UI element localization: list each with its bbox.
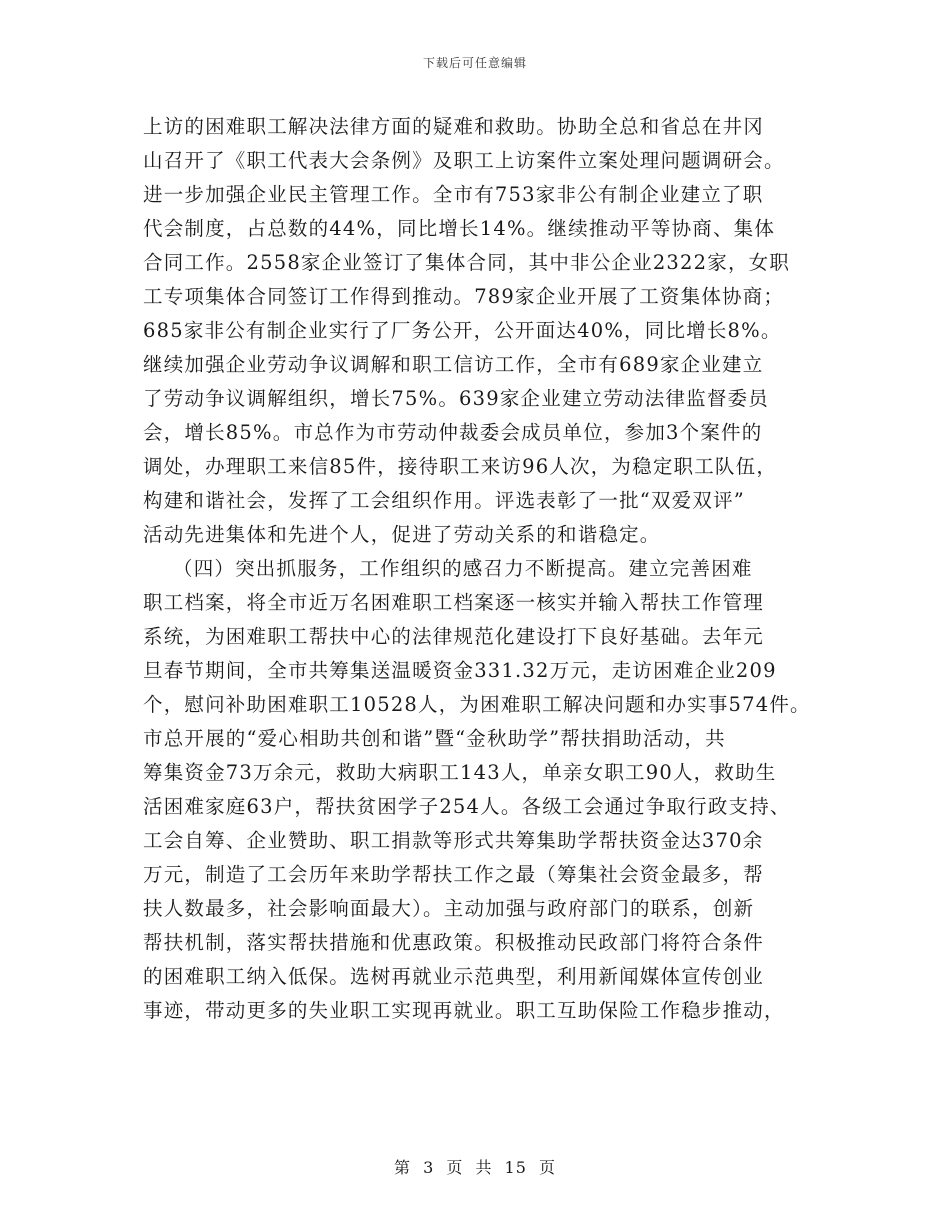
text-line: 会，增长85%。市总作为市劳动仲裁委会成员单位，参加3个案件的 bbox=[143, 421, 763, 444]
text-line: 了劳动争议调解组织，增长75%。639家企业建立劳动法律监督委员 bbox=[143, 387, 769, 410]
text-line: 活困难家庭63户，帮扶贫困学子254人。各级工会通过争取行政支持、 bbox=[143, 795, 791, 818]
text-line: 职工档案，将全市近万名困难职工档案逐一核实并输入帮扶工作管理 bbox=[143, 591, 765, 614]
text-line: 上访的困难职工解决法律方面的疑难和救助。协助全总和省总在井冈 bbox=[143, 115, 765, 138]
text-line: 帮扶机制，落实帮扶措施和优惠政策。积极推动民政部门将符合条件 bbox=[143, 931, 765, 954]
text-line: 进一步加强企业民主管理工作。全市有753家非公有制企业建立了职 bbox=[143, 183, 764, 206]
text-line: 合同工作。2558家企业签订了集体合同，其中非公企业2322家，女职 bbox=[143, 251, 791, 274]
text-line: 事迹，带动更多的失业职工实现再就业。职工互助保险工作稳步推动， bbox=[143, 999, 785, 1022]
page-number: 第 3 页 共 15 页 bbox=[394, 1158, 556, 1177]
text-line: 685家非公有制企业实行了厂务公开，公开面达40%，同比增长8%。 bbox=[143, 319, 782, 342]
text-line: 扶人数最多，社会影响面最大）。主动加强与政府部门的联系，创新 bbox=[143, 897, 755, 920]
text-line: 工专项集体合同签订工作得到推动。789家企业开展了工资集体协商； bbox=[143, 285, 785, 308]
text-line: 活动先进集体和先进个人，促进了劳动关系的和谐稳定。 bbox=[143, 523, 661, 546]
text-line: 的困难职工纳入低保。选树再就业示范典型，利用新闻媒体宣传创业 bbox=[143, 965, 765, 988]
text-line: 代会制度，占总数的44%，同比增长14%。继续推动平等协商、集体 bbox=[143, 217, 776, 240]
text-line: 继续加强企业劳动争议调解和职工信访工作，全市有689家企业建立 bbox=[143, 353, 764, 376]
text-line: 市总开展的“爱心相助共创和谐”暨“金秋助学”帮扶捐助活动，共 bbox=[143, 727, 726, 750]
text-line: 个，慰问补助困难职工10528人，为困难职工解决问题和办实事574件。 bbox=[143, 693, 811, 716]
text-line: 筹集资金73万余元，救助大病职工143人，单亲女职工90人，救助生 bbox=[143, 761, 777, 784]
text-line: 旦春节期间，全市共筹集送温暖资金331.32万元，走访困难企业209 bbox=[143, 659, 777, 682]
text-line: 工会自筹、企业赞助、职工捐款等形式共筹集助学帮扶资金达370余 bbox=[143, 829, 764, 852]
text-line: 山召开了《职工代表大会条例》及职工上访案件立案处理问题调研会。 bbox=[143, 149, 785, 172]
text-line: 构建和谐社会，发挥了工会组织作用。评选表彰了一批“双爱双评” bbox=[143, 489, 745, 512]
page-header: 下载后可任意编辑 bbox=[422, 56, 527, 70]
section-heading-line: （四）突出抓服务，工作组织的感召力不断提高。建立完善困难 bbox=[173, 557, 753, 580]
text-line: 万元，制造了工会历年来助学帮扶工作之最（筹集社会资金最多，帮 bbox=[143, 863, 765, 886]
text-line: 调处，办理职工来信85件，接待职工来访96人次，为稳定职工队伍， bbox=[143, 455, 778, 478]
document-body bbox=[143, 110, 823, 1028]
text-line: 系统，为困难职工帮扶中心的法律规范化建设打下良好基础。去年元 bbox=[143, 625, 765, 648]
